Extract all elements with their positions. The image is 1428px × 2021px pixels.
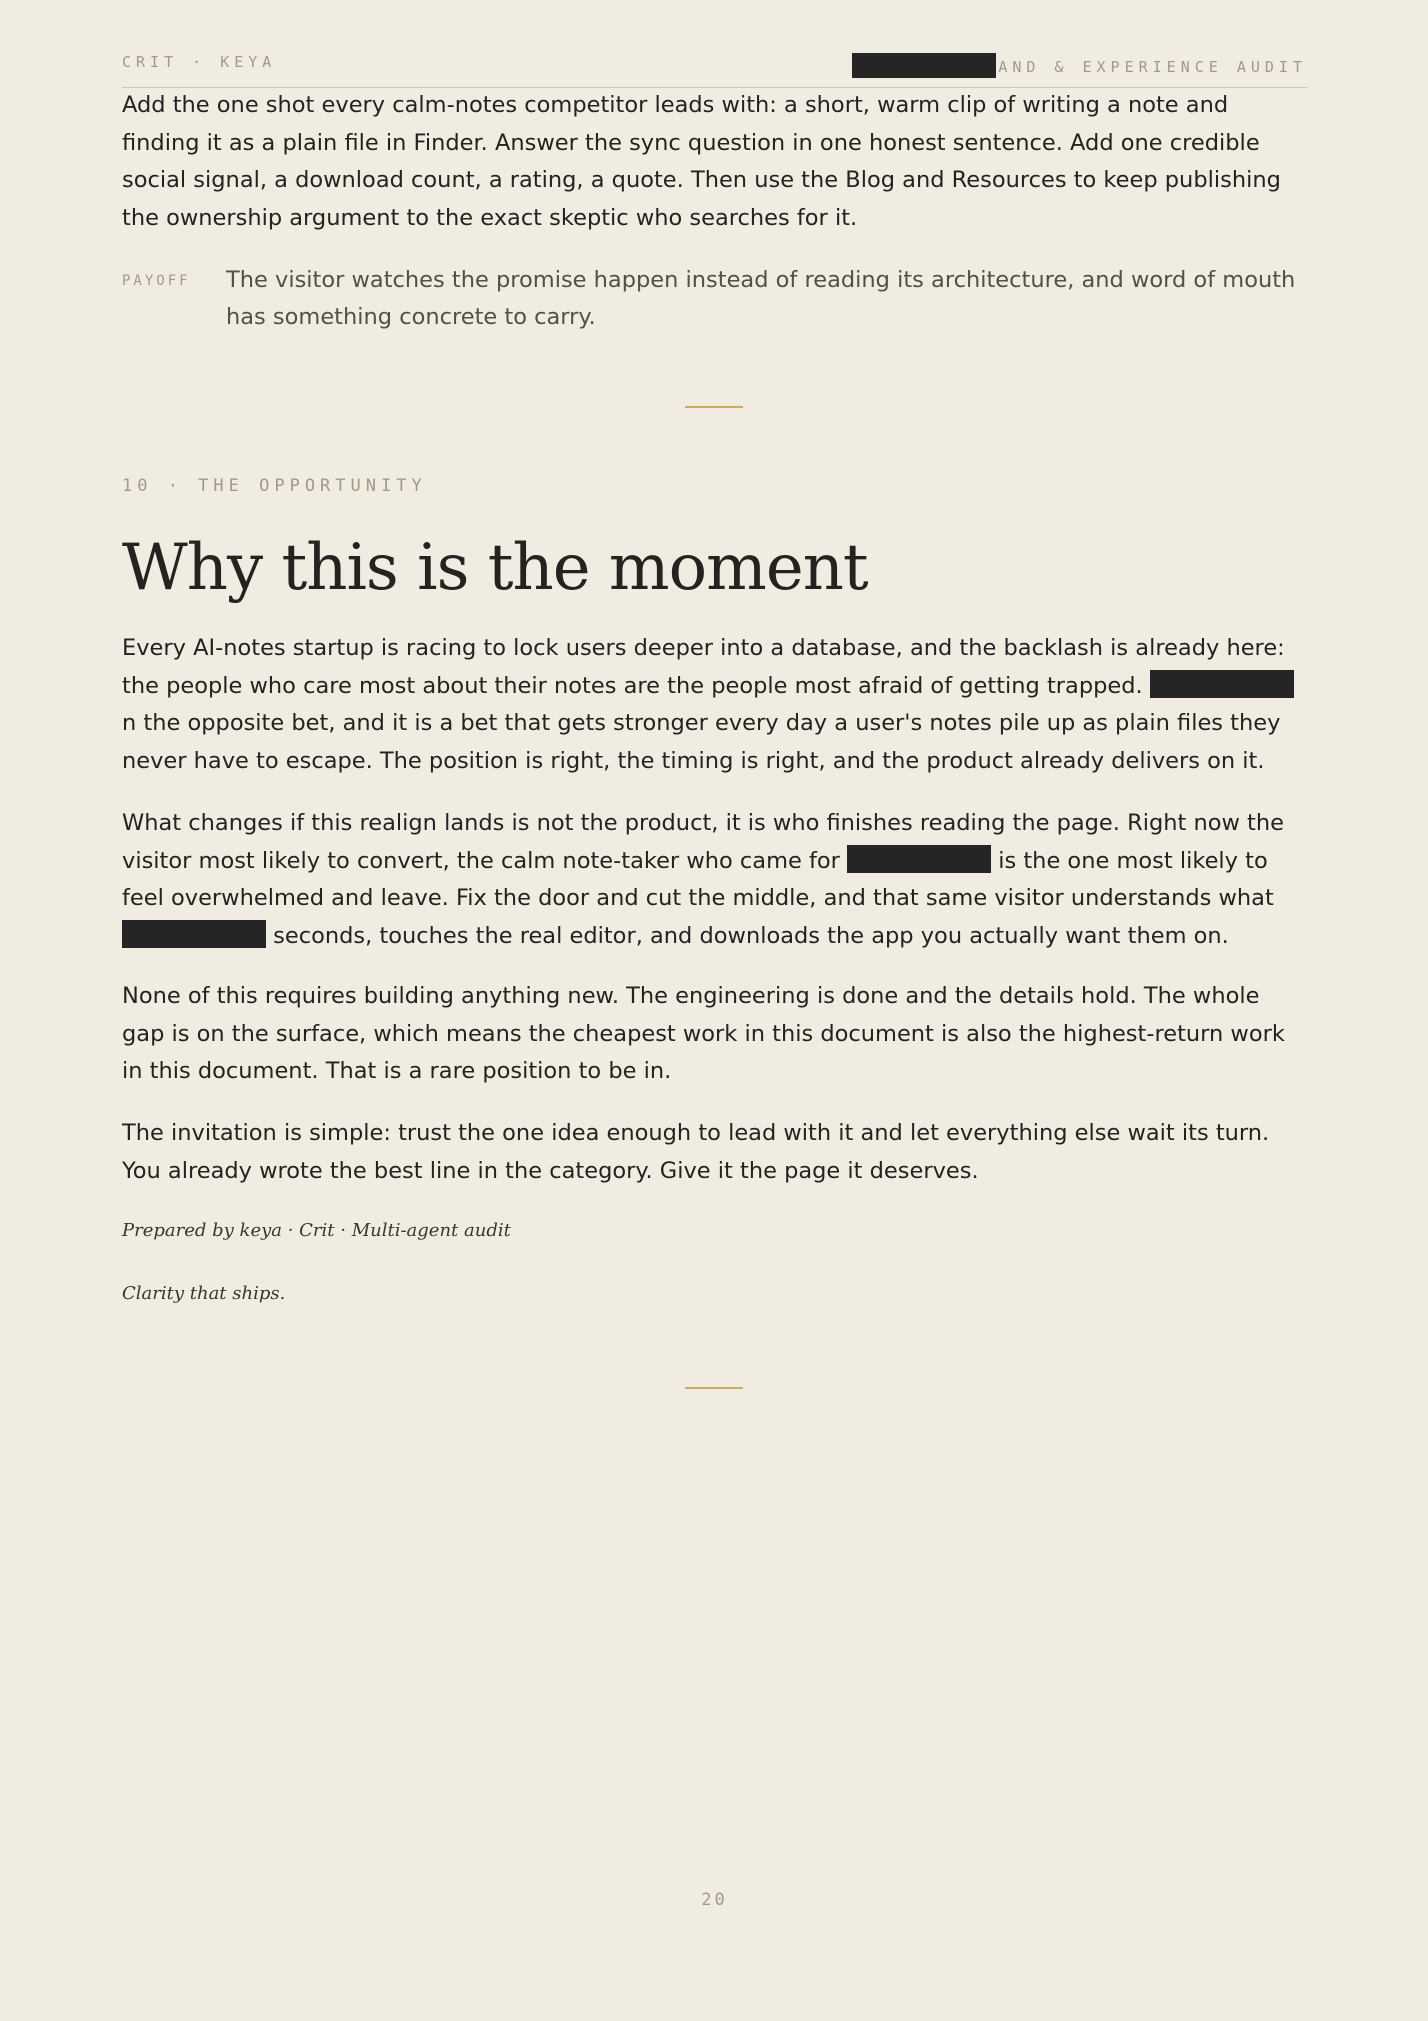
redaction-block	[847, 845, 991, 873]
tagline: Clarity that ships.	[122, 1283, 286, 1304]
paragraph-2-part-c: seconds, touches the real editor, and downloads the app you actually want them on.	[266, 922, 1229, 949]
paragraph-2	[122, 805, 1307, 955]
running-head-left: CRIT · KEYA	[122, 53, 277, 71]
prepared-by: Prepared by keya · Crit · Multi-agent audit	[122, 1220, 511, 1241]
paragraph-2-part-a: What changes if this realign lands is not the product, it is who finishes reading the page. Right now the visitor most likely to convert, the calm note-taker who came for	[122, 810, 1284, 874]
redaction-block	[852, 53, 996, 78]
paragraph-1	[122, 630, 1307, 780]
intro-paragraph: Add the one shot every calm-notes competitor leads with: a short, warm clip of writing a note and finding it as a plain file in Finder. Answer the sync question in one honest sentence. Add one credible social signal, a download count, a rating, a quote. Then use the Blog and Resources to keep publishing the ownership argument to the exact skeptic who searches for it.	[122, 92, 1281, 231]
section-divider-bottom	[685, 1387, 743, 1389]
redaction-block	[1150, 670, 1294, 698]
section-headline: Why this is the moment	[122, 531, 868, 605]
paragraph-4: The invitation is simple: trust the one idea enough to lead with it and let everything else wait its turn. You already wrote the best line in the category. Give it the page it deserves.	[122, 1120, 1270, 1184]
paragraph-3: None of this requires building anything new. The engineering is done and the details hold. The whole gap is on the surface, which means the cheapest work in this document is also the highest-return work in this document. That is a rare position to be in.	[122, 983, 1285, 1084]
payoff-text: The visitor watches the promise happen instead of reading its architecture, and word of mouth has something concrete to carry.	[226, 267, 1296, 330]
running-head-right-text: AND & EXPERIENCE AUDIT	[998, 58, 1307, 76]
payoff-label: PAYOFF	[122, 273, 191, 289]
section-divider-top	[685, 406, 743, 408]
page-number: 20	[701, 1890, 728, 1910]
running-head	[122, 50, 1307, 88]
paragraph-2-part-b: is the one most likely to feel overwhelmed and leave. Fix the door and cut the middle, and that same visitor understands what	[122, 847, 1274, 911]
running-head-right	[852, 53, 1307, 78]
redaction-block	[122, 920, 266, 948]
paragraph-1-part-a: Every AI-notes startup is racing to lock users deeper into a database, and the backlash is already here: the people who care most about their notes are the people most afraid of getting trapped.	[122, 635, 1285, 699]
section-label: 10 · THE OPPORTUNITY	[122, 476, 427, 496]
paragraph-1-part-b: n the opposite bet, and it is a bet that gets stronger every day a user's notes pile up as plain files they never have to escape. The position is right, the timing is right, and the product already delivers on it.	[122, 710, 1281, 774]
